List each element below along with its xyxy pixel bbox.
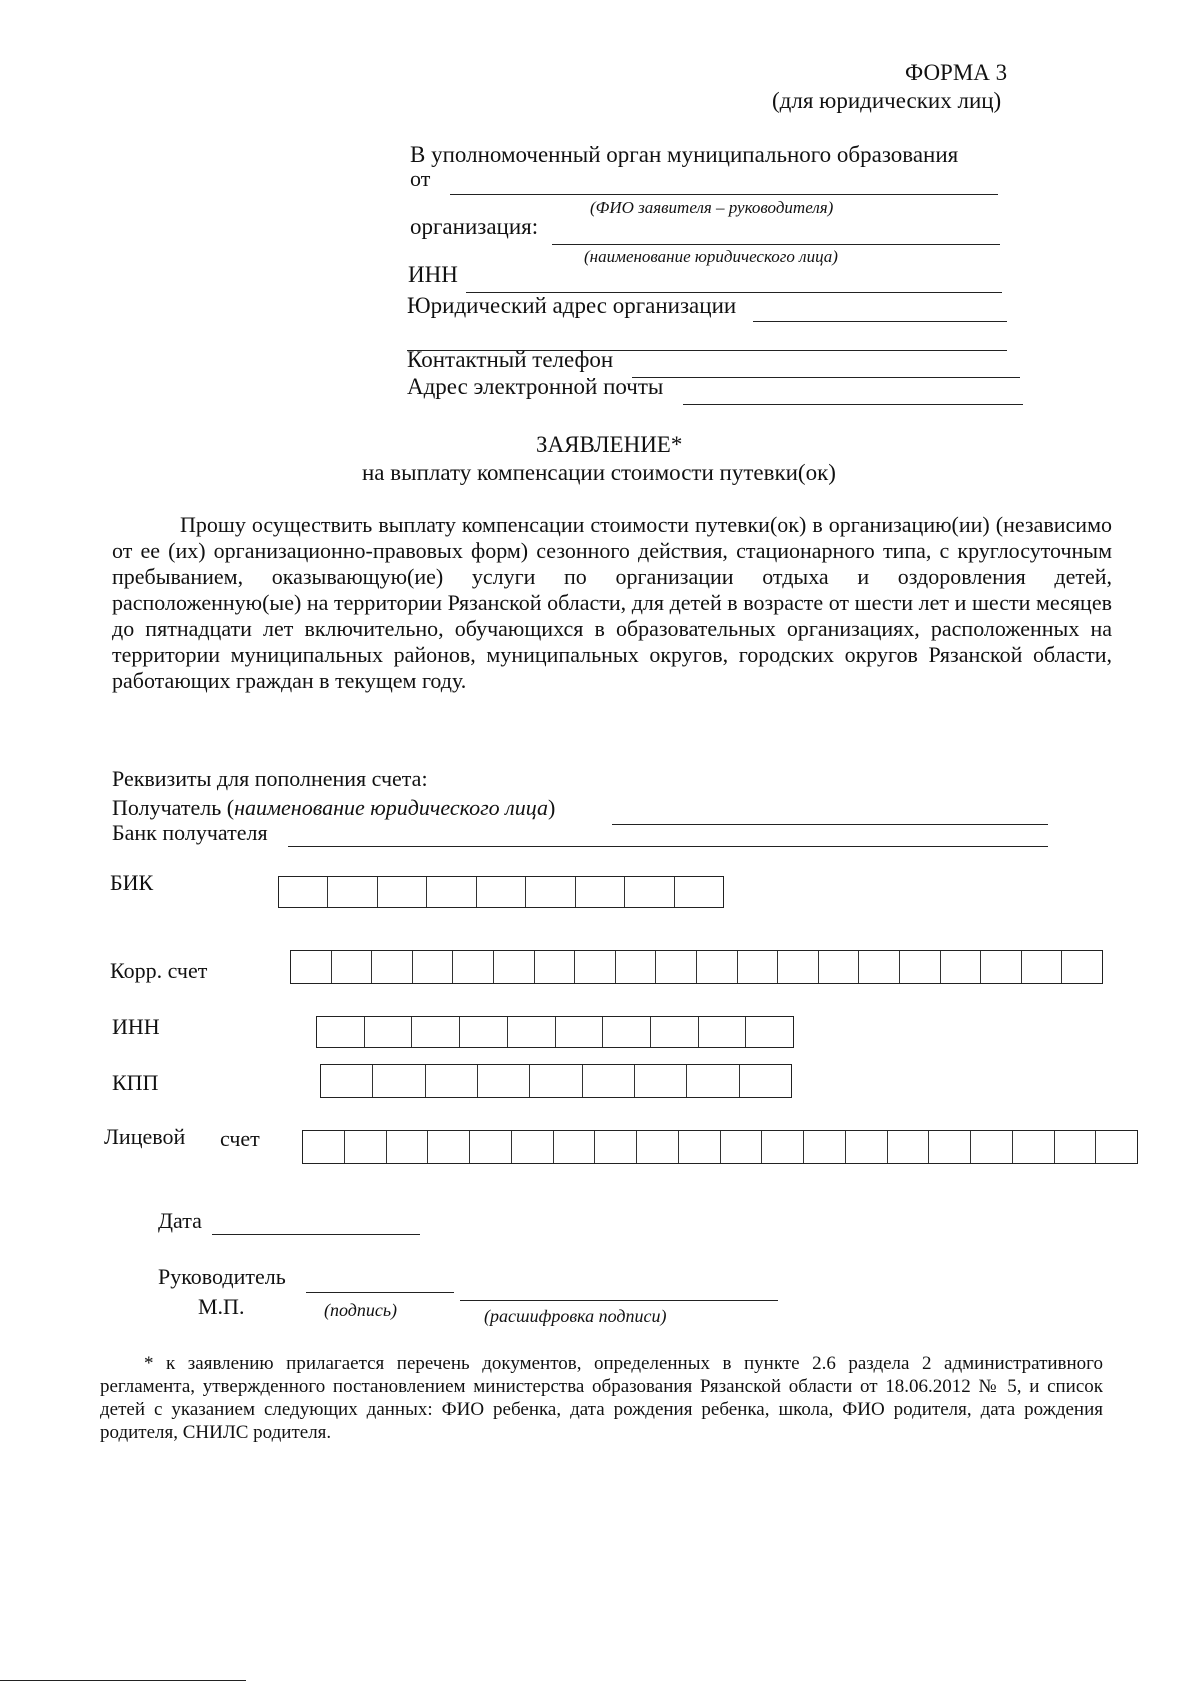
org-caption: (наименование юридического лица) [584, 247, 838, 266]
personal-account-label-a: Лицевой [104, 1124, 186, 1149]
digit-cell[interactable] [494, 951, 535, 983]
digit-cell[interactable] [508, 1017, 556, 1047]
digit-cell[interactable] [412, 1017, 460, 1047]
digit-cell[interactable] [888, 1131, 930, 1163]
digit-cell[interactable] [971, 1131, 1013, 1163]
digit-cell[interactable] [279, 877, 328, 907]
personal-account-label-b: счет [220, 1126, 260, 1151]
date-field[interactable] [212, 1234, 420, 1235]
digit-cell[interactable] [291, 951, 332, 983]
document-title: ЗАЯВЛЕНИЕ* [536, 432, 683, 457]
document-subtitle: на выплату компенсации стоимости путевки(ок) [362, 460, 836, 485]
digit-cell[interactable] [535, 951, 576, 983]
date-label: Дата [158, 1208, 202, 1233]
org-field[interactable] [552, 244, 1000, 245]
digit-cell[interactable] [697, 951, 738, 983]
head-label: Руководитель [158, 1264, 286, 1289]
digit-cell[interactable] [740, 1065, 791, 1097]
digit-cell[interactable] [699, 1017, 747, 1047]
digit-cell[interactable] [576, 877, 625, 907]
form-subtitle: (для юридических лиц) [772, 88, 1002, 113]
digit-cell[interactable] [819, 951, 860, 983]
digit-cell[interactable] [332, 951, 373, 983]
digit-cell[interactable] [637, 1131, 679, 1163]
digit-cell[interactable] [378, 877, 427, 907]
digit-cell[interactable] [651, 1017, 699, 1047]
signature-field[interactable] [306, 1292, 454, 1293]
stamp-label: М.П. [198, 1294, 245, 1319]
digit-cell[interactable] [656, 951, 697, 983]
bank-label: Банк получателя [112, 820, 268, 845]
digit-cell[interactable] [603, 1017, 651, 1047]
digit-cell[interactable] [328, 877, 377, 907]
digit-cell[interactable] [317, 1017, 365, 1047]
signature-decoding-field[interactable] [460, 1300, 778, 1301]
digit-cell[interactable] [426, 1065, 478, 1097]
digit-cell[interactable] [762, 1131, 804, 1163]
digit-cell[interactable] [526, 877, 575, 907]
recipient-field[interactable] [612, 824, 1048, 825]
bik-cells[interactable] [278, 876, 724, 908]
digit-cell[interactable] [981, 951, 1022, 983]
email-field[interactable] [683, 404, 1023, 405]
inn-label: ИНН [408, 262, 458, 287]
digit-cell[interactable] [738, 951, 779, 983]
digit-cell[interactable] [1062, 951, 1102, 983]
digit-cell[interactable] [460, 1017, 508, 1047]
digit-cell[interactable] [625, 877, 674, 907]
recipient-label [112, 795, 555, 821]
digit-cell[interactable] [675, 877, 723, 907]
request-paragraph [112, 512, 1112, 694]
form-number: ФОРМА 3 [905, 60, 1008, 85]
org-label: организация: [410, 214, 539, 239]
digit-cell[interactable] [387, 1131, 429, 1163]
legal-address-field[interactable] [753, 321, 1007, 322]
corr-account-cells[interactable] [290, 950, 1103, 984]
to-authority-line: В уполномоченный орган муниципального образования [410, 142, 959, 167]
from-caption: (ФИО заявителя – руководителя) [590, 198, 834, 217]
corr-account-label: Корр. счет [110, 958, 208, 983]
from-field[interactable] [450, 194, 998, 195]
bank-details-heading: Реквизиты для пополнения счета: [112, 766, 428, 791]
digit-cell[interactable] [575, 951, 616, 983]
recipient-label-close: ) [548, 795, 556, 820]
from-label: от [410, 166, 431, 191]
request-text: Прошу осуществить выплату компенсации стоимости путевки(ок) в организацию(ии) (независимо от ее (их) организационно-правовых форм) сезонного действия, стационарного типа, с круглосуточным пребыванием, оказывающую(ие) услуги по организации отдыха и оздоровления детей, расположенную(ые) на территории Рязанской области, для детей в возрасте от шести лет и шести месяцев до пятнадцати лет включительно, обучающихся в образовательных организациях, расположенных на территории муниципальных районов, муниципальных округов, городских округов Рязанской области, работающих граждан в текущем году. [112, 512, 1112, 693]
digit-cell[interactable] [530, 1065, 582, 1097]
digit-cell[interactable] [453, 951, 494, 983]
digit-cell[interactable] [345, 1131, 387, 1163]
recipient-label-text: Получатель ( [112, 795, 235, 820]
digit-cell[interactable] [846, 1131, 888, 1163]
digit-cell[interactable] [635, 1065, 687, 1097]
digit-cell[interactable] [512, 1131, 554, 1163]
digit-cell[interactable] [554, 1131, 596, 1163]
digit-cell[interactable] [804, 1131, 846, 1163]
footnote [100, 1352, 1103, 1444]
digit-cell[interactable] [477, 877, 526, 907]
phone-label: Контактный телефон [407, 347, 614, 372]
personal-account-cells[interactable] [302, 1130, 1138, 1164]
digit-cell[interactable] [721, 1131, 763, 1163]
digit-cell[interactable] [413, 951, 454, 983]
email-label: Адрес электронной почты [407, 374, 664, 399]
kpp-label: КПП [112, 1070, 159, 1095]
digit-cell[interactable] [929, 1131, 971, 1163]
digit-cell[interactable] [321, 1065, 373, 1097]
digit-cell[interactable] [372, 951, 413, 983]
footnote-text: к заявлению прилагается перечень документов, определенных в пункте 2.6 раздела 2 административного регламента, утвержденного постановлением министерства образования Рязанской области от 18.06.2012 № 5, и список детей с указанием следующих данных: ФИО ребенка, дата рождения ребенка, школа, ФИО родителя, дата рождения родителя, СНИЛС родителя. [100, 1353, 1103, 1443]
digit-cell[interactable] [778, 951, 819, 983]
digit-cell[interactable] [859, 951, 900, 983]
digit-cell[interactable] [941, 951, 982, 983]
bank-field[interactable] [288, 846, 1048, 847]
bank-inn-label: ИНН [112, 1014, 160, 1039]
digit-cell[interactable] [616, 951, 657, 983]
signature-decoding-caption: (расшифровка подписи) [484, 1306, 667, 1326]
digit-cell[interactable] [303, 1131, 345, 1163]
digit-cell[interactable] [478, 1065, 530, 1097]
bank-inn-cells[interactable] [316, 1016, 794, 1048]
digit-cell[interactable] [470, 1131, 512, 1163]
digit-cell[interactable] [373, 1065, 425, 1097]
digit-cell[interactable] [427, 877, 476, 907]
digit-cell[interactable] [583, 1065, 635, 1097]
digit-cell[interactable] [1013, 1131, 1055, 1163]
digit-cell[interactable] [900, 951, 941, 983]
legal-address-label: Юридический адрес организации [407, 293, 737, 318]
kpp-cells[interactable] [320, 1064, 792, 1098]
bik-label: БИК [110, 870, 154, 895]
digit-cell[interactable] [687, 1065, 739, 1097]
recipient-label-italic: наименование юридического лица [234, 795, 549, 820]
digit-cell[interactable] [1096, 1131, 1137, 1163]
digit-cell[interactable] [746, 1017, 793, 1047]
digit-cell[interactable] [365, 1017, 413, 1047]
digit-cell[interactable] [1055, 1131, 1097, 1163]
digit-cell[interactable] [679, 1131, 721, 1163]
phone-field[interactable] [632, 377, 1020, 378]
digit-cell[interactable] [556, 1017, 604, 1047]
digit-cell[interactable] [1022, 951, 1063, 983]
digit-cell[interactable] [428, 1131, 470, 1163]
footnote-mark: * [144, 1353, 154, 1374]
footnote-separator [0, 1680, 246, 1681]
signature-caption: (подпись) [324, 1300, 398, 1320]
digit-cell[interactable] [595, 1131, 637, 1163]
